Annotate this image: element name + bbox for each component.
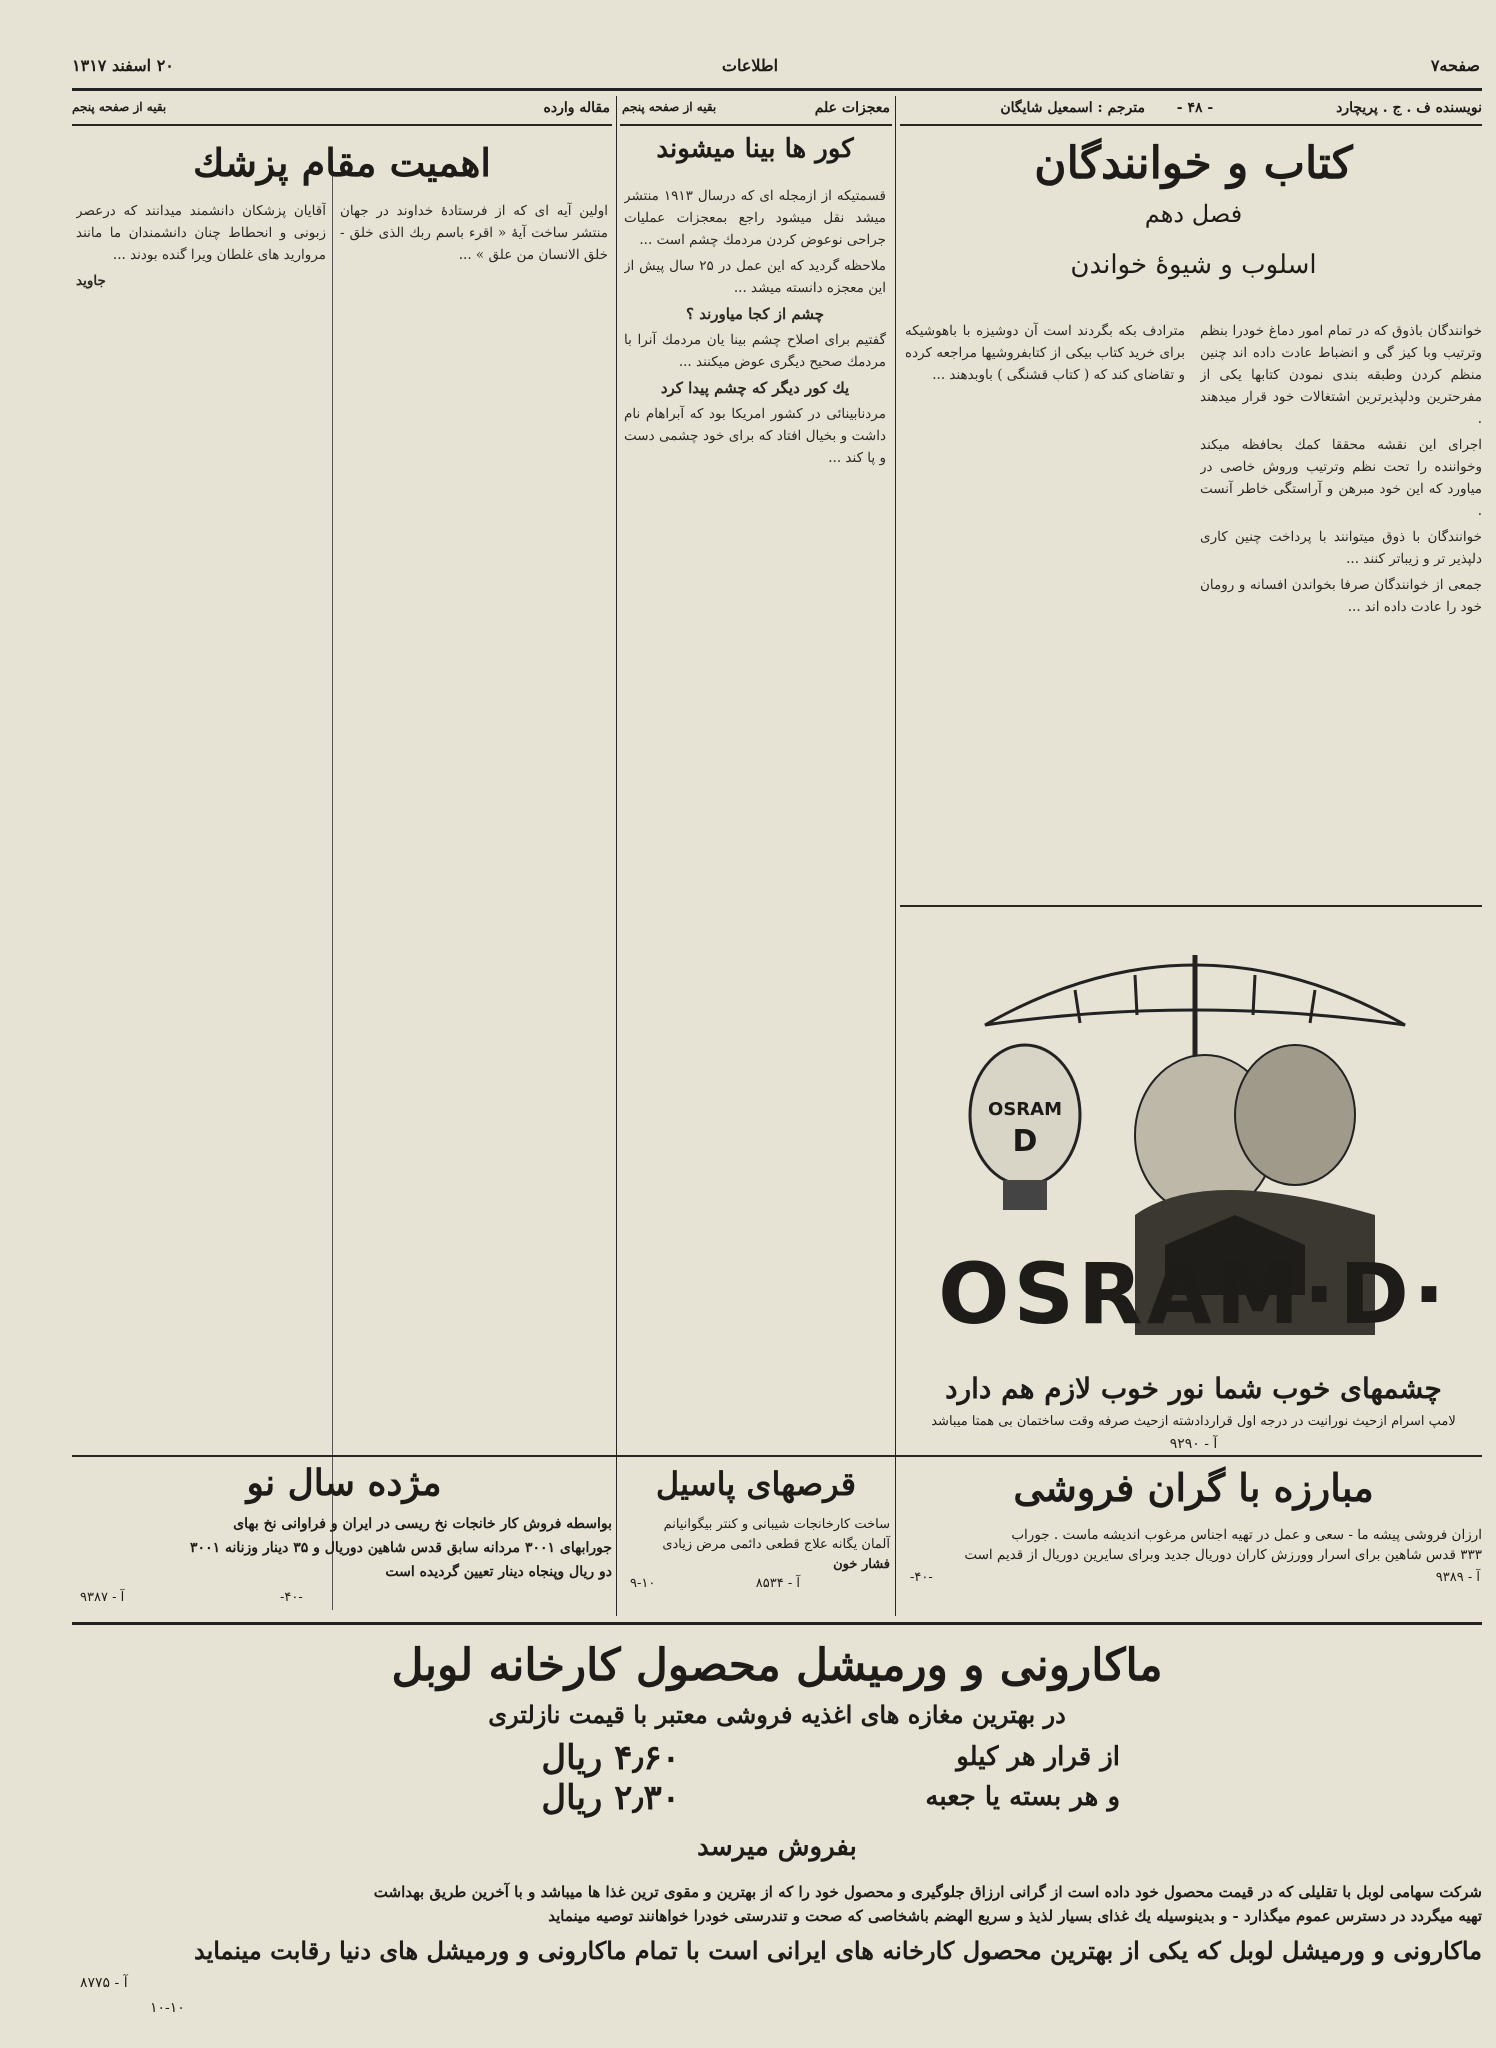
macaroni-sold: بفروش میرسد [697,1832,857,1862]
osram-fine-print: لامپ اسرام ازحیث نورانیت در درجه اول قراردادشته ازحیث صرفه وقت ساختمان بی همتا میباشد [931,1414,1456,1429]
ad-title: مژده سال نو [246,1462,442,1504]
bulb-label: OSRAM [988,1099,1062,1120]
column-divider [895,96,896,1616]
section-kicker: مقاله وارده [543,100,610,116]
ad-line: شرکت سهامی لوبل با تقلیلی که در قیمت محصول خود داده است از گرانی ارزاق جلوگیری و محصول خود را که از بهترین و مقوی ترین غذا ها میباشد و با آخرین طریق بهداشت [373,1883,1482,1901]
article-body-left [905,320,1185,945]
paragraph: مترادف بکه بگردند است آن دوشیزه با باهوشیکه برای خرید کتاب بیکی از کتابفروشیها مراجعه کرده و تقاضای کند که ( کتاب قشنگی ) باوبدهند ... [905,323,1185,383]
ad-body [76,1512,612,1584]
macaroni-tagline: ماکارونی و ورمیشل لوبل که یکی از بهترین محصول کارخانه های ایرانی است با تمام ماکارونی و ورمیشل های دنیا رقابت مینماید [193,1936,1482,1965]
article-title: کور ها بینا میشوند [656,134,854,164]
paragraph: آقایان پزشکان دانشمند میدانند که درعصر زبونی و انحطاط چنان دانشمندان ما مانند مروارید های غلطان ویرا گنده بودند ... [76,203,326,263]
ad-ref: آ - ۹۳۸۹ [1435,1570,1480,1585]
article-body-right [1200,320,1482,945]
paragraph: جمعی از خوانندگان صرفا بخواندن افسانه و رومان خود را عادت داده اند ... [1200,577,1482,615]
rule [900,124,1482,126]
subheading: یك کور دیگر که چشم پیدا کرد [660,379,850,397]
rule [72,1622,1482,1625]
article-body-right [340,200,608,1420]
article-body-left [76,200,326,1420]
column-divider [895,1455,896,1615]
continued-note: بقیه از صفحه پنجم [72,100,167,114]
ad-title: قرصهای پاسیل [655,1465,857,1503]
article-title: اهمیت مقام پزشك [193,140,491,185]
ad-code: -۴۰- [910,1570,933,1585]
rule [72,124,612,126]
ad-body [905,1525,1482,1565]
issue-date: ۲۰ اسفند ۱۳۱۷ [72,56,174,75]
rule [900,905,1482,907]
ad-line: ساخت کارخانجات شیبانی و کنتر بیگوانیانم [663,1517,890,1532]
column-divider [332,160,333,1610]
masthead-rule [72,88,1482,91]
ad-ref: آ - ۹۳۸۷ [80,1590,125,1605]
section-kicker: معجزات علم [814,100,890,116]
ad-line: فشار خون [833,1557,890,1572]
macaroni-subtitle: در بهترین مغازه های اغذیه فروشی معتبر با قیمت نازلتری [488,1700,1066,1729]
price-pack-value: ۲٫۳۰ ریال [541,1778,680,1818]
ad-line: جورابهای ۳۰۰۱ مردانه سابق قدس شاهین دوریال و ۳۵ دینار وزنانه ۳۰۰۱ [190,1540,612,1556]
chapter-label: فصل دهم [1144,200,1243,228]
ad-code: ۱۰-۱۰ [150,2000,185,2016]
byline-author: نویسنده ف . ج . پریچارد [1336,100,1482,116]
brand-letter: D [1339,1245,1413,1343]
paragraph: خوانندگان باذوق که در تمام امور دماغ خودرا بنظم وترتیب وبا کیز گی و انضباط عادت داده اند چنین منظم کردن وطبقه بندی نمودن کتابها یکی از مفرحترین ودلپذیرترین اشتغالات خود قرار میدهند . [1200,323,1482,427]
ad-ref: آ - ۸۵۳۴ [755,1576,800,1591]
article-title: کتاب و خوانندگان [1034,138,1353,189]
bulb-letter: D [1012,1124,1038,1159]
paragraph: قسمتیکه از ازمجله ای که درسال ۱۹۱۳ منتشر میشد نقل میشود راجع بمعجزات عملیات جراحی نوعوض کردن مردمك چشم است ... [624,188,886,248]
rule [620,124,892,126]
osram-ref: آ - ۹۲۹۰ [1169,1436,1218,1452]
ad-line: دو ریال وپنجاه دینار تعیین گردیده است [385,1564,612,1580]
signature: جاوید [76,273,106,289]
ad-line: بواسطه فروش کار خانجات نخ ریسی در ایران و فراوانی نخ بهای [233,1516,612,1532]
paper-name: اطلاعات [721,56,779,75]
series-number: - ۴۸ - [1176,100,1214,116]
price-kg-label: از قرار هر کیلو [956,1742,1120,1772]
paragraph: اولین آیه ای که از فرستادهٔ خداوند در جهان منتشر ساخت آیهٔ « اقرء باسم ربك الذی خلق - خلق الانسان من علق » ... [340,203,608,263]
macaroni-body [150,1880,1482,1928]
price-kg-value: ۴٫۶۰ ریال [541,1738,680,1778]
byline-translator: مترجم : اسمعیل شایگان [1000,100,1145,116]
paragraph: مردنابینائی در کشور امریکا بود که آبراهام نام داشت و بخیال افتاد که برای خود چشمی دست و پا کند ... [624,406,886,466]
ad-body [622,1515,890,1575]
ad-code: -۴۰- [280,1590,303,1605]
article-body [624,185,886,1425]
ad-ref: آ - ۸۷۷۵ [80,1975,128,1991]
ad-line: ۳۳۳ قدس شاهین برای اسرار وورزش کاران دوریال جدید وبرای سایرین دوریال از قدیم است [964,1547,1482,1563]
ad-line: آلمان یگانه علاج قطعی دائمی مرض زیادی [662,1537,890,1552]
paragraph: اجرای این نقشه محققا کمك بحافظه میکند وخواننده را تحت نظم وترتیب وروش خاصی در میاورد که این خود مبرهن و آراستگی خاطر آنست . [1200,437,1482,519]
ad-code: ۹-۱۰ [630,1576,656,1591]
macaroni-title: ماکارونی و ورمیشل محصول کارخانه لوبل [391,1640,1163,1691]
price-pack-label: و هر بسته یا جعبه [925,1782,1120,1812]
osram-brand: OSRAM·D· [938,1245,1449,1343]
osram-slogan: چشمهای خوب شما نور خوب لازم هم دارد [945,1372,1442,1405]
rule [72,1455,1482,1457]
ad-title: مبارزه با گران فروشی [1013,1465,1374,1510]
paragraph: خوانندگان با ذوق میتوانند با پرداخت چنین کاری دلپذیر تر و زیباتر کنند ... [1200,529,1482,567]
continued-note: بقیه از صفحه پنجم [622,100,717,114]
article-subtitle: اسلوب و شیوهٔ خواندن [1070,250,1317,280]
paragraph: گفتیم برای اصلاح چشم بینا یان مردمك آنرا با مردمك صحیح دیگری عوض میکنند ... [624,332,886,370]
column-divider [616,96,617,1616]
ad-line: ارزان فروشی پیشه ما - سعی و عمل در تهیه اجناس مرغوب اندیشه ماست . جوراب [1011,1527,1482,1543]
column-divider [616,1455,617,1615]
paragraph: ملاحظه گردید که این عمل در ۲۵ سال پیش از این معجزه دانسته میشد ... [624,258,886,296]
brand-name: OSRAM [938,1245,1304,1343]
ad-line: تهیه میگردد در دسترس عموم میگذارد - و بدینوسیله یك غذای بسیار لذیذ و سریع الهضم باشخاصی که صحت و تندرستی خودرا خواهانند توصیه مینماید [548,1907,1482,1925]
subheading: چشم از کجا میاورند ؟ [686,305,824,323]
page-number: صفحه۷ [1430,56,1480,75]
